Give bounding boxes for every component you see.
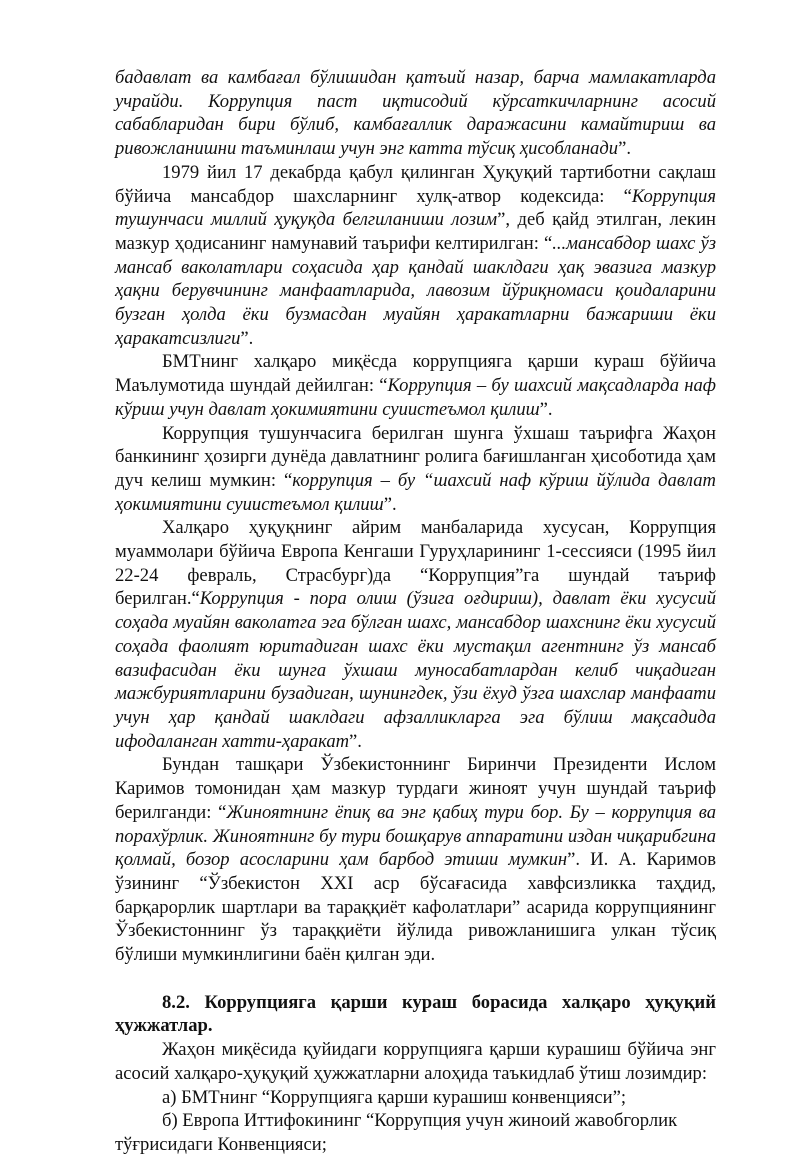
section-intro: Жаҳон миқёсида қуйидаги коррупцияга қарши курашиш бўйича энг асосий халқаро-ҳуқуқий ҳужжатларни алоҳида таъкидлаб ўтиш лозимдир: bbox=[115, 1039, 716, 1084]
plain-text: Халқаро ҳуқуқнинг айрим манбаларида хусусан, Коррупция муаммолари бўйича Европа Кенгаши Гуруҳларининг 1-сессияси (1995 йил 22-24 февраль, Страсбург)да “Коррупция”га шундай таъриф берилган.“ bbox=[115, 517, 716, 610]
paragraph-code-of-conduct bbox=[115, 161, 716, 351]
paragraph-continuation bbox=[115, 66, 716, 161]
plain-text: ”. bbox=[383, 493, 397, 515]
plain-text: ”. bbox=[539, 398, 553, 420]
paragraph-world-bank bbox=[115, 422, 716, 517]
paragraph-karimov bbox=[115, 753, 716, 966]
italic-text: Коррупция - пора олиш (ўзига оғдириш), давлат ёки хусусий соҳада муайян ваколатга эга бўлган шахс, мансабдор шахснинг ёки хусусий соҳада фаолият юритадиган шахс ёки мустақил агентнинг ўз мансаб вазифасидан ёки шунга ўхшаш муносабатлардан келиб чиқадиган мажбуриятларини бузадиган, шунингдек, ўзи ёхуд ўзга шахслар манфаати учун ҳар қандай шаклдаги афзалликларга эга бўлиш мақсадида ифодаланган хатти-ҳаракат bbox=[115, 588, 716, 752]
italic-text: Коррупция – бу шахсий мақсадларда наф кўриш учун давлат ҳокимиятини суиистеъмол қилиш bbox=[115, 375, 716, 420]
italic-text: Коррупция тушунчаси миллий ҳуқуқда белгиланиши лозим bbox=[115, 185, 716, 231]
paragraph-un-definition bbox=[115, 350, 716, 421]
plain-text: 1979 йил 17 декабрда қабул қилинган Ҳуқуқий тартиботни сақлаш бўйича мансабдор шахсларнинг хулқ-атвор кодексида: “ bbox=[115, 161, 716, 207]
plain-text: Бундан ташқари Ўзбекистоннинг Биринчи Президенти Ислом Каримов томонидан ҳам мазкур турдаги жиноят учун шундай таъриф берилганди: “ bbox=[115, 754, 716, 823]
italic-text: коррупция – бу “шахсий наф кўриш йўлида давлат ҳокимиятини суиистеъмол қилиш bbox=[115, 469, 716, 515]
list-item: а) БМТнинг “Коррупцияга қарши курашиш конвенцияси”; bbox=[162, 1086, 627, 1108]
list-item: б) Европа Иттифокининг “Коррупция учун жиноий жавобгорлик тўғрисидаги Конвенцияси; bbox=[115, 1110, 678, 1155]
plain-text: ”. bbox=[618, 138, 631, 160]
section-heading: 8.2. Коррупцияга қарши кураш борасида халқаро ҳуқуқий ҳужжатлар. bbox=[115, 991, 716, 1037]
plain-text: ”. bbox=[240, 327, 254, 349]
plain-text: ”. bbox=[349, 730, 362, 752]
italic-text: ...мансабдор шахс ўз мансаб ваколатлари соҳасида ҳар қандай шаклдаги ҳақ эвазига мазкур ҳақни берувчининг манфаатларида, лавозим йўриқномаси қоидаларини бузган ҳолда ёки бузмасдан муайян ҳаракатларни бажариши ёки ҳаракатсизлиги bbox=[115, 232, 716, 349]
plain-text: ”, деб қайд этилган, лекин мазкур ҳодисанинг намунавий таърифи келтирилган: “ bbox=[115, 209, 716, 254]
paragraph-council-of-europe bbox=[115, 516, 716, 753]
plain-text: Коррупция тушунчасига берилган шунга ўхшаш таърифга Жаҳон банкининг ҳозирги дунёда давлатнинг ролига бағишланган ҳисоботида ҳам дуч келиш мумкин: “ bbox=[115, 422, 716, 491]
plain-text: ”. И. А. Каримов ўзининг “Ўзбекистон XXI аср бўсағасида хавфсизликка таҳдид, барқарорлик шартлари ва тараққиёт кафолатлари” асарида коррупциянинг Ўзбекистоннинг ўз тараққиёти йўлида ривожланишига улкан тўсиқ бўлиши мумкинлигини баён қилган эди. bbox=[115, 849, 716, 966]
plain-text: БМТнинг халқаро миқёсда коррупцияга қарши кураш бўйича Маълумотида шундай дейилган: “ bbox=[115, 351, 716, 397]
italic-text: бадавлат ва камбағал бўлишидан қатъий назар, барча мамлакатларда учрайди. Коррупция паст иқтисодий кўрсаткичларнинг асосий сабабларидан бири бўлиб, камбағаллик даражасини камайтириш ва ривожланишни таъминлаш учун энг катта тўсиқ ҳисобланади bbox=[115, 67, 716, 160]
italic-text: Жиноятнинг ёпиқ ва энг қабиҳ тури бор. Бу – коррупция ва порахўрлик. Жиноятнинг бу тури бошқарув аппаратини издан чиқарибгина қолмай, бозор асосларини ҳам барбод этиши мумкин bbox=[115, 801, 716, 871]
